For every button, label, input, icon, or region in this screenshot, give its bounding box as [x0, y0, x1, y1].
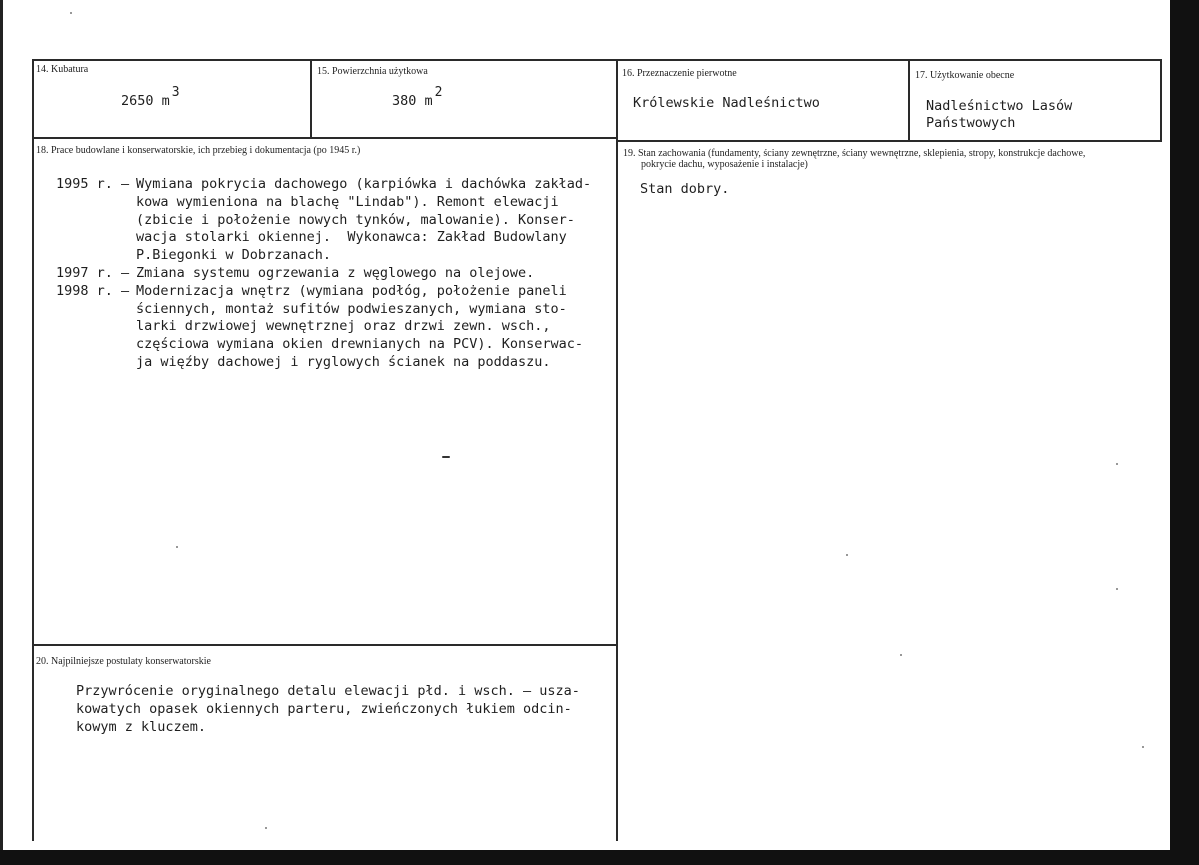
works-line: P.Biegonki w Dobrzanach. — [136, 247, 332, 264]
scan-speck — [846, 554, 848, 556]
field-20-label: 20. Najpilniejsze postulaty konserwatorskie — [36, 656, 211, 667]
field-14-value — [121, 85, 180, 109]
works-entry-text — [136, 283, 583, 372]
scan-edge-bottom — [0, 850, 1199, 865]
scan-speck — [176, 546, 178, 548]
scan-edge-right — [1170, 0, 1199, 865]
top-rule — [32, 59, 1162, 61]
scan-speck — [265, 827, 267, 829]
field-14-exponent: 3 — [171, 85, 180, 100]
scan-edge-left — [0, 0, 3, 865]
works-list — [56, 176, 616, 372]
works-entry — [56, 283, 616, 372]
field-14-label: 14. Kubatura — [36, 64, 89, 75]
works-entry-text — [136, 265, 534, 283]
scan-speck — [1142, 746, 1144, 748]
center-divider — [616, 59, 618, 841]
row1-bottom-rule-right — [618, 140, 1162, 142]
works-line: ja więźby dachowej i ryglowych ścianek na poddaszu. — [136, 353, 551, 370]
postulate-line: kowatych opasek okiennych parteru, zwieńczonych łukiem odcin- — [76, 701, 572, 717]
works-line: częściowa wymiana okien drewnianych na PCV). Konserwac- — [136, 336, 584, 353]
works-line: larki drzwiowej wewnętrznej oraz drzwi zewn. wsch., — [136, 318, 551, 335]
scan-speck — [70, 12, 72, 14]
row1-bottom-rule-left — [32, 137, 618, 139]
works-entry-year: 1998 r. – — [56, 282, 130, 299]
works-entry-year: 1997 r. – — [56, 264, 130, 281]
works-line: Zmiana systemu ogrzewania z węglowego na olejowe. — [136, 264, 535, 281]
scan-speck — [442, 456, 450, 458]
works-line: wacja stolarki okiennej. Wykonawca: Zakład Budowlany — [136, 229, 567, 246]
field-18-label: 18. Prace budowlane i konserwatorskie, ich przebieg i dokumentacja (po 1945 r.) — [36, 145, 361, 156]
works-line: ściennych, montaż sufitów podwieszanych, wymiana sto- — [136, 300, 567, 317]
postulate-line: Przywrócenie oryginalnego detalu elewacji płd. i wsch. – usza- — [76, 683, 580, 699]
scan-speck — [900, 654, 902, 656]
scan-speck — [1116, 463, 1118, 465]
scan-speck — [1116, 588, 1118, 590]
works-line: (zbicie i położenie nowych tynków, malowanie). Konser- — [136, 211, 575, 228]
field-15-number: 380 m — [392, 93, 433, 109]
field-17-value-line-2: Państwowych — [926, 115, 1016, 131]
works-line: Wymiana pokrycia dachowego (karpiówka i dachówka zakład- — [136, 176, 592, 192]
field-17-label: 17. Użytkowanie obecne — [915, 70, 1015, 81]
field-14-number: 2650 m — [121, 93, 170, 109]
field-19-label-line-2: pokrycie dachu, wyposażenie i instalacje) — [641, 159, 808, 170]
works-entry — [56, 265, 616, 283]
works-entry-year: 1995 r. – — [56, 176, 130, 192]
field-16-label: 16. Przeznaczenie pierwotne — [622, 68, 737, 79]
right-border — [1160, 59, 1162, 142]
field-16-value: Królewskie Nadleśnictwo — [633, 95, 820, 111]
works-line: Modernizacja wnętrz (wymiana podłóg, położenie paneli — [136, 282, 567, 299]
left-border — [32, 59, 34, 841]
section20-top-rule — [32, 644, 618, 646]
field-15-exponent: 2 — [434, 85, 443, 100]
field-15-value — [392, 85, 443, 109]
divider-16-17 — [908, 59, 910, 141]
field-20-text — [76, 682, 580, 736]
field-19-label-line-1: 19. Stan zachowania (fundamenty, ściany zewnętrzne, ściany wewnętrzne, sklepienia, stropy, konstrukcje dachowe, — [623, 148, 1086, 159]
works-entry — [56, 176, 616, 265]
field-15-label: 15. Powierzchnia użytkowa — [317, 66, 428, 77]
field-19-value: Stan dobry. — [640, 181, 730, 197]
works-entry-text — [136, 176, 591, 265]
postulate-line: kowym z kluczem. — [76, 719, 207, 735]
field-17-value-line-1: Nadleśnictwo Lasów — [926, 98, 1073, 114]
divider-14-15 — [310, 59, 312, 138]
works-line: kowa wymieniona na blachę "Lindab"). Remont elewacji — [136, 193, 559, 210]
